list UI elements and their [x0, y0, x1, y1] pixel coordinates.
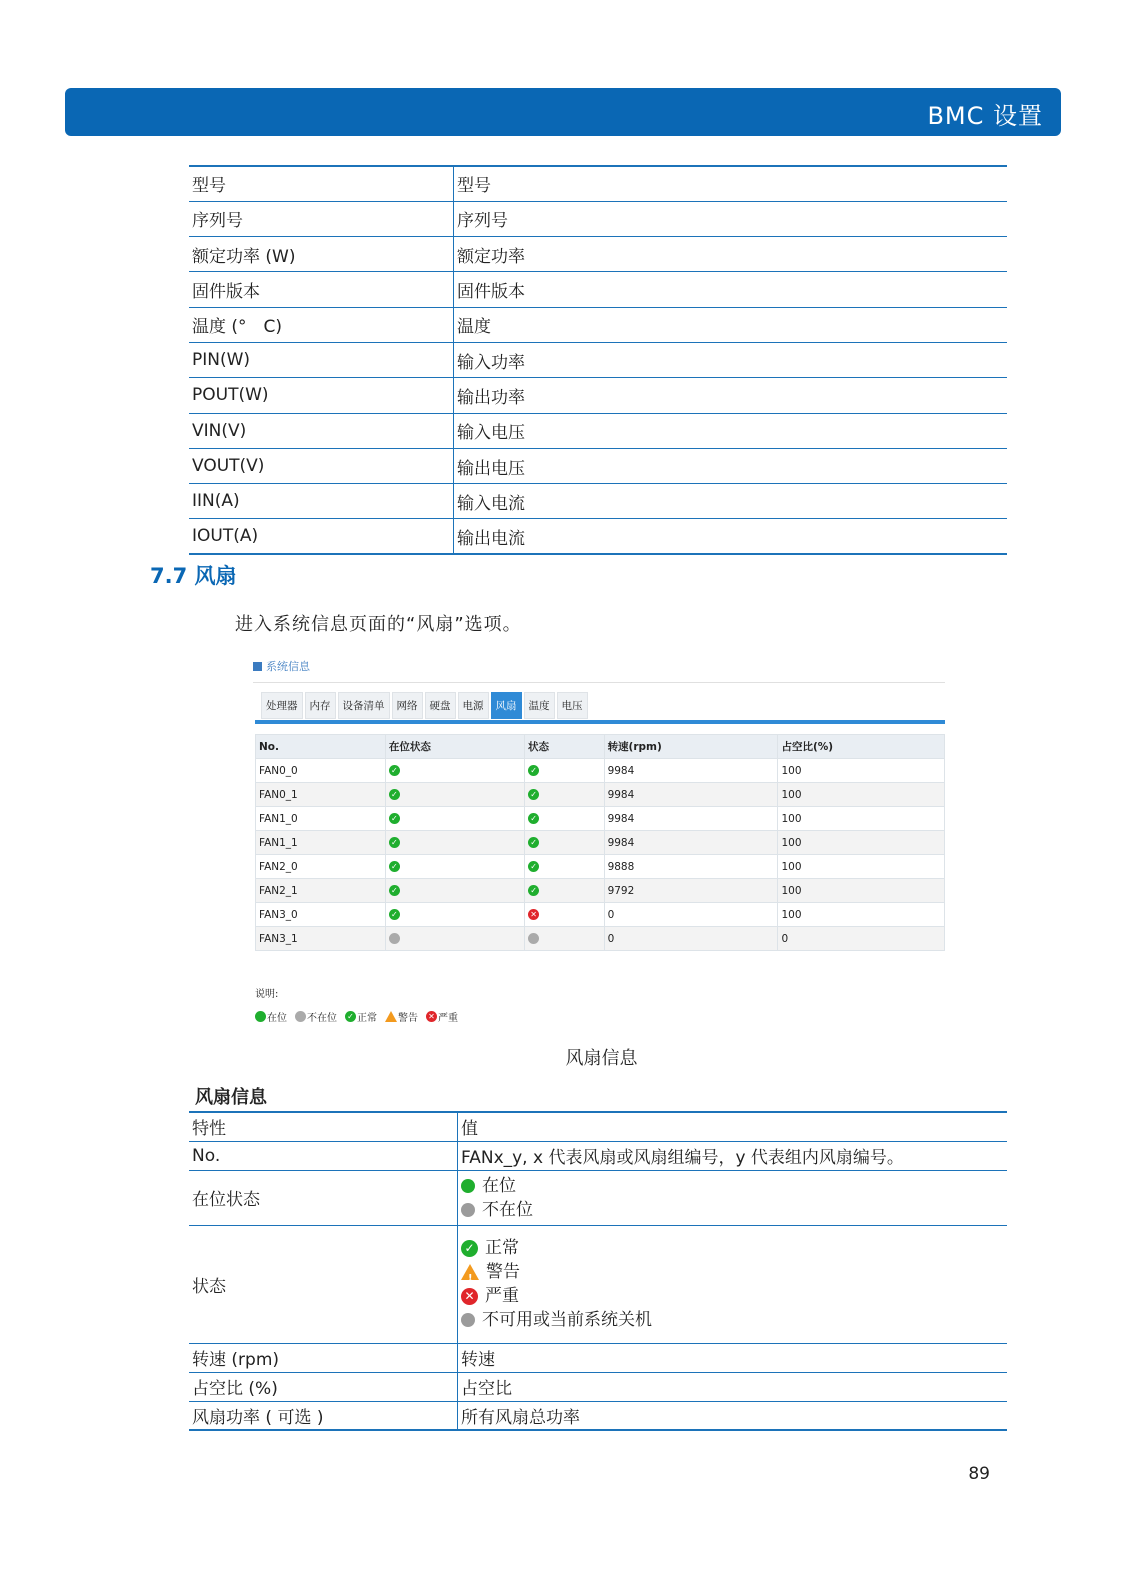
status-cell: [525, 783, 605, 807]
status-cell: [525, 855, 605, 879]
tab-5[interactable]: 电源: [458, 692, 489, 719]
header-title: BMC 设置: [927, 102, 1043, 130]
present-icon: [255, 1011, 266, 1022]
fan-screenshot: [253, 652, 945, 1030]
table-row: [189, 1170, 1007, 1225]
check-icon: ✓: [528, 813, 539, 824]
legend-label: 说明:: [255, 989, 279, 1000]
rpm-cell: 0: [604, 903, 778, 927]
status-cell: [525, 927, 605, 951]
table-row: [189, 378, 1007, 413]
column-header: 转速(rpm): [604, 735, 778, 759]
warning-icon: [385, 1011, 397, 1022]
legend-warning: 警告: [385, 1009, 418, 1024]
property-cell: 序列号: [189, 201, 454, 236]
property-cell: 型号: [189, 166, 454, 201]
fan-id-cell: FAN3_1: [256, 927, 386, 951]
list-item: ✓ 正常: [461, 1236, 1004, 1260]
table-row: [256, 807, 945, 831]
value-cell: [458, 1225, 1008, 1343]
check-icon: ✓: [528, 885, 539, 896]
table-row: [189, 201, 1007, 236]
table-row: [256, 903, 945, 927]
column-header: 在位状态: [385, 735, 524, 759]
status-cell: [385, 759, 524, 783]
list-item: ✕ 严重: [461, 1284, 1004, 1308]
value-cell: 固件版本: [454, 272, 1008, 307]
column-header: 占空比(%): [778, 735, 945, 759]
tab-3[interactable]: 网络: [392, 692, 423, 719]
legend-absent: 不在位: [295, 1009, 337, 1024]
property-cell: VOUT(V): [189, 448, 454, 483]
rpm-cell: 9984: [604, 831, 778, 855]
psu-info-table: [189, 165, 1007, 555]
status-cell: [385, 831, 524, 855]
column-header: 状态: [525, 735, 605, 759]
table-row: [189, 166, 1007, 201]
figure-caption: 风扇信息: [565, 1048, 638, 1069]
value-cell: 输出电压: [454, 448, 1008, 483]
value-cell: 温度: [454, 307, 1008, 342]
fan-id-cell: FAN0_1: [256, 783, 386, 807]
table-row: [189, 448, 1007, 483]
value-cell: [458, 1170, 1008, 1225]
system-info-title: 系统信息: [253, 658, 310, 674]
list-item: 不在位: [461, 1198, 1004, 1222]
check-icon: ✓: [389, 909, 400, 920]
value-cell: 输入电流: [454, 484, 1008, 519]
table-row: [189, 519, 1007, 554]
status-cell: [525, 759, 605, 783]
column-header: No.: [256, 735, 386, 759]
fan-id-cell: FAN3_0: [256, 903, 386, 927]
check-icon: ✓: [389, 861, 400, 872]
property-cell: 状态: [189, 1225, 458, 1343]
property-cell: 温度 (° C): [189, 307, 454, 342]
tab-7[interactable]: 温度: [524, 692, 555, 719]
status-cell: [525, 807, 605, 831]
duty-cell: 100: [778, 759, 945, 783]
legend-critical: ✕ 严重: [426, 1009, 458, 1024]
fan-id-cell: FAN2_0: [256, 855, 386, 879]
absent-icon: [528, 933, 539, 944]
value-cell: 型号: [454, 166, 1008, 201]
fan-id-cell: FAN2_1: [256, 879, 386, 903]
tab-1[interactable]: 内存: [305, 692, 336, 719]
value-cell: FANx_y, x 代表风扇或风扇组编号，y 代表组内风扇编号。: [458, 1141, 1008, 1170]
table-row: [256, 879, 945, 903]
table-row: [189, 1343, 1007, 1372]
duty-cell: 100: [778, 831, 945, 855]
table-row: [189, 342, 1007, 377]
value-cell: 转速: [458, 1343, 1008, 1372]
absent-icon: [389, 933, 400, 944]
status-cell: [385, 783, 524, 807]
status-cell: [525, 879, 605, 903]
rpm-cell: 0: [604, 927, 778, 951]
duty-cell: 100: [778, 783, 945, 807]
rpm-cell: 9984: [604, 783, 778, 807]
status-cell: [525, 903, 605, 927]
duty-cell: 0: [778, 927, 945, 951]
tab-0[interactable]: 处理器: [261, 692, 303, 719]
legend-present: 在位: [255, 1009, 287, 1024]
property-cell: 占空比 (%): [189, 1372, 458, 1401]
value-cell: 额定功率: [454, 237, 1008, 272]
table-row: [189, 1112, 1007, 1141]
rpm-cell: 9888: [604, 855, 778, 879]
intro-text: 进入系统信息页面的“风扇”选项。: [235, 614, 522, 635]
tab-underline: [255, 720, 945, 724]
tab-8[interactable]: 电压: [557, 692, 588, 719]
duty-cell: 100: [778, 879, 945, 903]
table-row: [189, 413, 1007, 448]
table-row: [256, 927, 945, 951]
value-cell: 所有风扇总功率: [458, 1401, 1008, 1430]
fan-id-cell: FAN0_0: [256, 759, 386, 783]
check-icon: ✓: [389, 789, 400, 800]
table-row: [189, 1372, 1007, 1401]
property-cell: 转速 (rpm): [189, 1343, 458, 1372]
list-item: ! 警告: [461, 1260, 1004, 1284]
table-row: [189, 1401, 1007, 1430]
fan-table-title: 风扇信息: [195, 1087, 267, 1108]
list-item: 在位: [461, 1174, 1004, 1198]
table-row: [189, 272, 1007, 307]
error-icon: ✕: [426, 1011, 437, 1022]
property-cell: IIN(A): [189, 484, 454, 519]
status-cell: [385, 879, 524, 903]
grid-icon: [253, 662, 262, 671]
status-cell: [385, 855, 524, 879]
property-cell: 额定功率 (W): [189, 237, 454, 272]
table-row: [256, 831, 945, 855]
error-icon: ✕: [528, 909, 539, 920]
duty-cell: 100: [778, 903, 945, 927]
table-row: [256, 855, 945, 879]
section-heading: 7.7 风扇: [150, 564, 237, 588]
status-cell: [385, 807, 524, 831]
check-icon: ✓: [389, 765, 400, 776]
table-row: [256, 759, 945, 783]
absent-icon: [461, 1203, 475, 1217]
present-icon: [461, 1179, 475, 1193]
property-cell: No.: [189, 1141, 458, 1170]
check-icon: ✓: [389, 837, 400, 848]
value-cell: 输出电流: [454, 519, 1008, 554]
tab-6[interactable]: 风扇: [491, 692, 522, 719]
table-row: [256, 783, 945, 807]
tab-4[interactable]: 硬盘: [425, 692, 456, 719]
list-item: 不可用或当前系统关机: [461, 1308, 1004, 1332]
fan-id-cell: FAN1_0: [256, 807, 386, 831]
fan-status-table: [255, 734, 945, 951]
value-cell: 输入电压: [454, 413, 1008, 448]
table-row: [189, 237, 1007, 272]
value-cell: 输入功率: [454, 342, 1008, 377]
check-icon: ✓: [528, 765, 539, 776]
property-cell: 固件版本: [189, 272, 454, 307]
table-row: [189, 1141, 1007, 1170]
check-icon: ✓: [389, 885, 400, 896]
unavailable-icon: [461, 1313, 475, 1327]
header-cell: 特性: [189, 1112, 458, 1141]
warning-icon: [461, 1264, 479, 1280]
check-icon: ✓: [528, 789, 539, 800]
fan-property-table: [189, 1111, 1007, 1431]
table-row: [189, 307, 1007, 342]
property-cell: 风扇功率 ( 可选 ): [189, 1401, 458, 1430]
absent-icon: [295, 1011, 306, 1022]
check-icon: ✓: [461, 1240, 478, 1257]
fan-id-cell: FAN1_1: [256, 831, 386, 855]
rpm-cell: 9984: [604, 807, 778, 831]
legend-normal: ✓ 正常: [345, 1009, 377, 1024]
property-cell: 在位状态: [189, 1170, 458, 1225]
value-cell: 输出功率: [454, 378, 1008, 413]
rpm-cell: 9984: [604, 759, 778, 783]
check-icon: ✓: [345, 1011, 356, 1022]
status-cell: [385, 903, 524, 927]
divider: [253, 682, 945, 683]
header-bar: [65, 88, 1061, 136]
value-cell: 序列号: [454, 201, 1008, 236]
tab-bar: [261, 692, 588, 719]
check-icon: ✓: [528, 837, 539, 848]
property-cell: VIN(V): [189, 413, 454, 448]
duty-cell: 100: [778, 807, 945, 831]
value-cell: 占空比: [458, 1372, 1008, 1401]
property-cell: PIN(W): [189, 342, 454, 377]
property-cell: IOUT(A): [189, 519, 454, 554]
legend: [255, 1009, 458, 1024]
check-icon: ✓: [528, 861, 539, 872]
status-cell: [385, 927, 524, 951]
header-cell: 值: [458, 1112, 1008, 1141]
page-number: 89: [968, 1464, 990, 1484]
tab-2[interactable]: 设备清单: [338, 692, 390, 719]
error-icon: ✕: [461, 1288, 478, 1305]
rpm-cell: 9792: [604, 879, 778, 903]
status-cell: [525, 831, 605, 855]
duty-cell: 100: [778, 855, 945, 879]
property-cell: POUT(W): [189, 378, 454, 413]
check-icon: ✓: [389, 813, 400, 824]
table-row: [189, 1225, 1007, 1343]
table-row: [189, 484, 1007, 519]
